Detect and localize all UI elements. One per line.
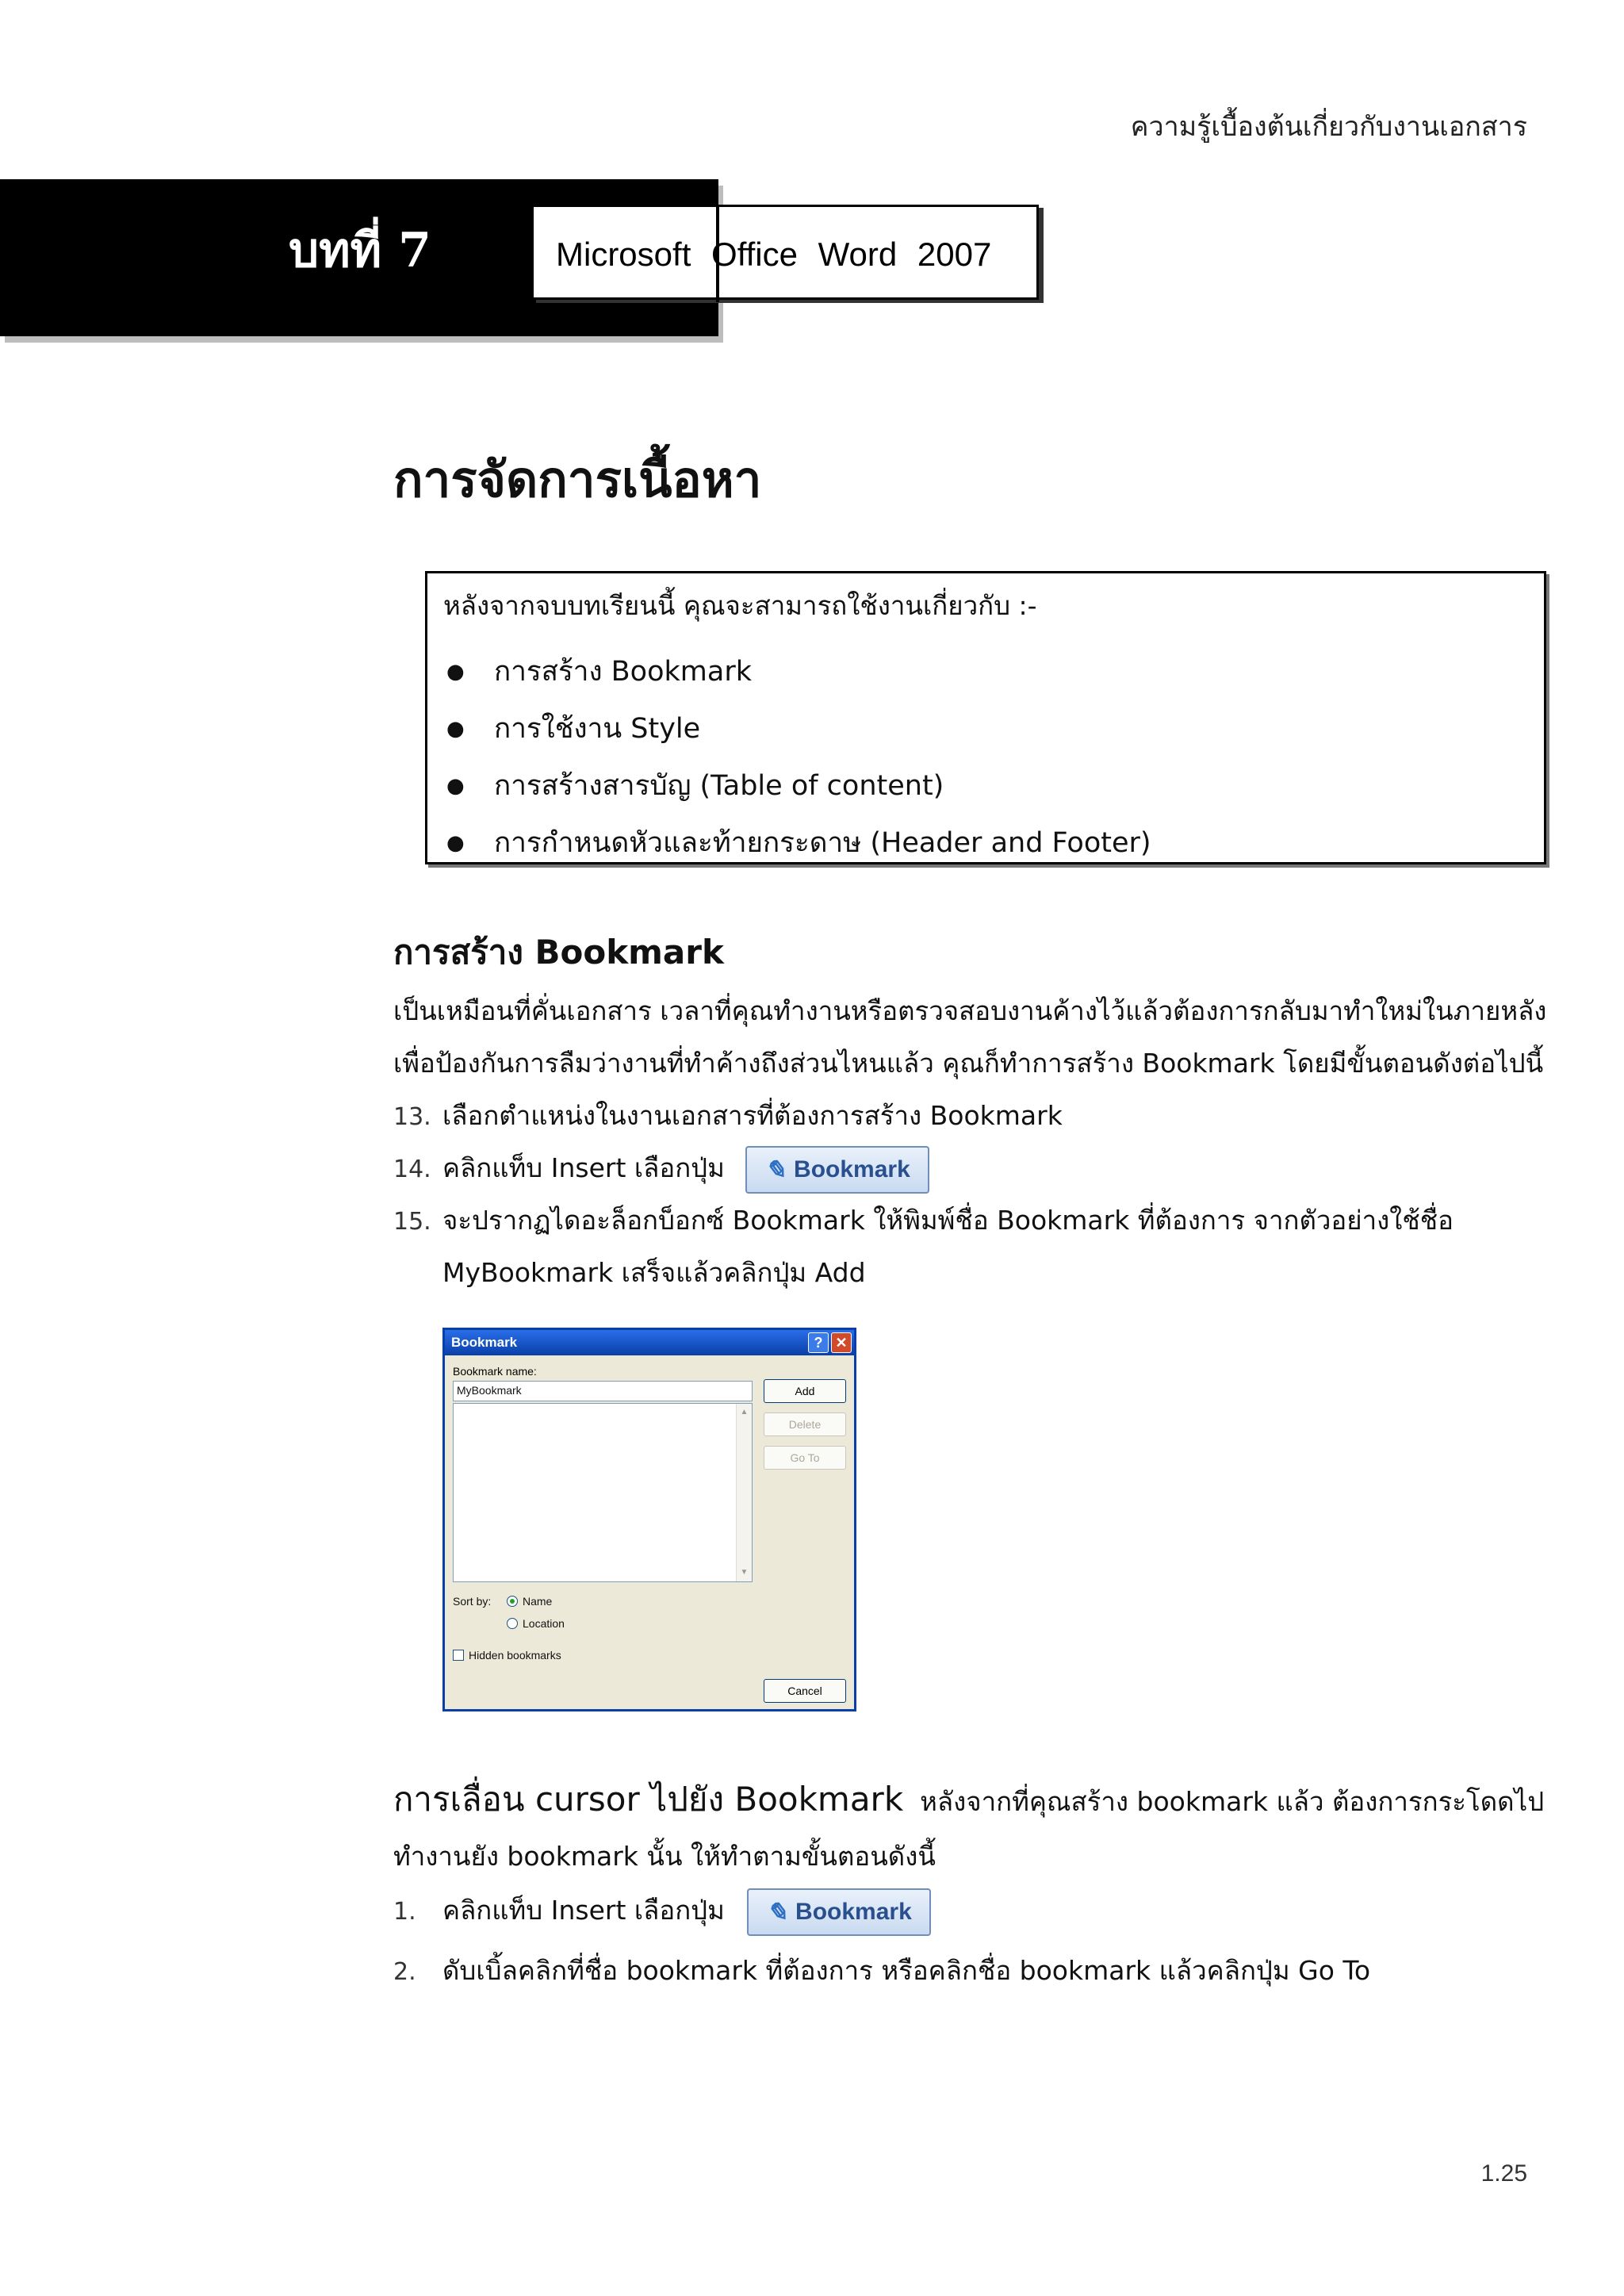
bookmark-button[interactable]	[747, 1888, 931, 1936]
chapter-title: Microsoft Office Word 2007	[556, 236, 992, 273]
hidden-bookmarks-checkbox[interactable]	[453, 1649, 561, 1662]
cancel-button[interactable]: Cancel	[764, 1679, 846, 1703]
step-number: 2.	[393, 1958, 416, 1986]
cursor-paragraph-continued: ทำงานยัง bookmark นั้น ให้ทำตามขั้นตอนดังนี้	[393, 1841, 936, 1872]
bookmark-button[interactable]	[745, 1146, 929, 1194]
list-item: ● การกำหนดหัวและท้ายกระดาษ (Header and Footer)	[443, 815, 1528, 872]
sort-by-label: Sort by:	[453, 1595, 492, 1608]
step-number: 13.	[393, 1103, 431, 1131]
list-item: ● การสร้างสารบัญ (Table of content)	[443, 757, 1528, 815]
step-text: ดับเบิ้ลคลิกที่ชื่อ bookmark ที่ต้องการ หรือคลิกชื่อ bookmark แล้วคลิกปุ่ม Go To	[442, 1955, 1371, 1986]
bookmark-paragraph: เป็นเหมือนที่คั่นเอกสาร เวลาที่คุณทำงานหรือตรวจสอบงานค้างไว้แล้วต้องการกลับมาทำใหม่ในภายหลัง เพื่อป้องกันการลืมว่างานที่ทำค้างถึงส่วนไหนแล้ว คุณก็ทำการสร้าง Bookmark โดยมีขั้นตอนดังต่อไปนี้	[393, 995, 1547, 1079]
sort-location-radio[interactable]	[507, 1617, 565, 1630]
delete-button[interactable]: Delete	[764, 1412, 846, 1436]
page-number: 1.25	[1480, 2160, 1527, 2187]
scroll-up-icon[interactable]: ▲	[740, 1408, 749, 1416]
cursor-heading-line	[393, 1773, 1544, 1828]
step-text: เลือกตำแหน่งในงานเอกสารที่ต้องการสร้าง Bookmark	[442, 1100, 1063, 1131]
cursor-step-2	[393, 1945, 1370, 1999]
add-button[interactable]: Add	[764, 1379, 846, 1403]
step-number: 1.	[393, 1898, 416, 1926]
bookmark-flag-icon: ✎	[764, 1156, 787, 1184]
step-14	[393, 1142, 725, 1196]
bookmark-dialog	[442, 1328, 856, 1711]
step-number: 14.	[393, 1156, 431, 1183]
bookmark-name-input[interactable]: MyBookmark	[453, 1381, 753, 1401]
help-icon[interactable]: ?	[808, 1332, 829, 1353]
checkbox-label: Hidden bookmarks	[469, 1649, 561, 1662]
bookmark-button-label: Bookmark	[795, 1899, 912, 1925]
radio-label: Name	[523, 1595, 553, 1608]
sort-name-radio[interactable]	[507, 1595, 552, 1608]
list-item: ● การสร้าง Bookmark	[443, 643, 1528, 700]
cursor-paragraph: หลังจากที่คุณสร้าง bookmark แล้ว ต้องการกระโดดไป	[920, 1786, 1545, 1817]
dialog-title: Bookmark	[451, 1335, 518, 1350]
cursor-step-1	[393, 1884, 725, 1938]
step-text: คลิกแท็บ Insert เลือกปุ่ม	[442, 1152, 725, 1183]
cursor-heading: การเลื่อน cursor ไปยัง Bookmark	[393, 1780, 904, 1819]
radio-label: Location	[523, 1617, 565, 1630]
dialog-titlebar	[445, 1330, 854, 1355]
step-15-continued: MyBookmark เสร็จแล้วคลิกปุ่ม Add	[442, 1257, 866, 1288]
step-15	[393, 1194, 1454, 1248]
chapter-title-box	[531, 205, 1039, 300]
bookmark-name-label: Bookmark name:	[453, 1365, 537, 1378]
step-number: 15.	[393, 1208, 431, 1236]
bookmark-heading: การสร้าง Bookmark	[393, 933, 724, 972]
objectives-list	[443, 643, 1528, 872]
radio-selected-icon	[507, 1596, 518, 1607]
radio-icon	[507, 1618, 518, 1629]
bookmark-flag-icon: ✎	[766, 1898, 788, 1926]
scroll-down-icon[interactable]: ▼	[740, 1568, 749, 1577]
objectives-box	[425, 571, 1546, 864]
close-icon[interactable]: ✕	[831, 1332, 852, 1353]
goto-button[interactable]: Go To	[764, 1446, 846, 1470]
running-header: ความรู้เบื้องต้นเกี่ยวกับงานเอกสาร	[1130, 111, 1527, 143]
checkbox-icon	[453, 1650, 464, 1661]
bookmark-list[interactable]	[453, 1403, 753, 1582]
chapter-label: บทที่ 7	[289, 223, 431, 278]
step-text: คลิกแท็บ Insert เลือกปุ่ม	[442, 1895, 725, 1926]
objectives-intro: หลังจากจบบทเรียนนี้ คุณจะสามารถใช้งานเกี่ยวกับ :-	[443, 590, 1037, 621]
bookmark-button-label: Bookmark	[794, 1156, 910, 1182]
step-13	[393, 1090, 1063, 1144]
section-title: การจัดการเนื้อหา	[393, 450, 762, 508]
step-text: จะปรากฏไดอะล็อกบ็อกซ์ Bookmark ให้พิมพ์ชื่อ Bookmark ที่ต้องการ จากตัวอย่างใช้ชื่อ	[442, 1205, 1454, 1236]
scrollbar[interactable]	[736, 1404, 752, 1581]
list-item: ● การใช้งาน Style	[443, 700, 1528, 757]
